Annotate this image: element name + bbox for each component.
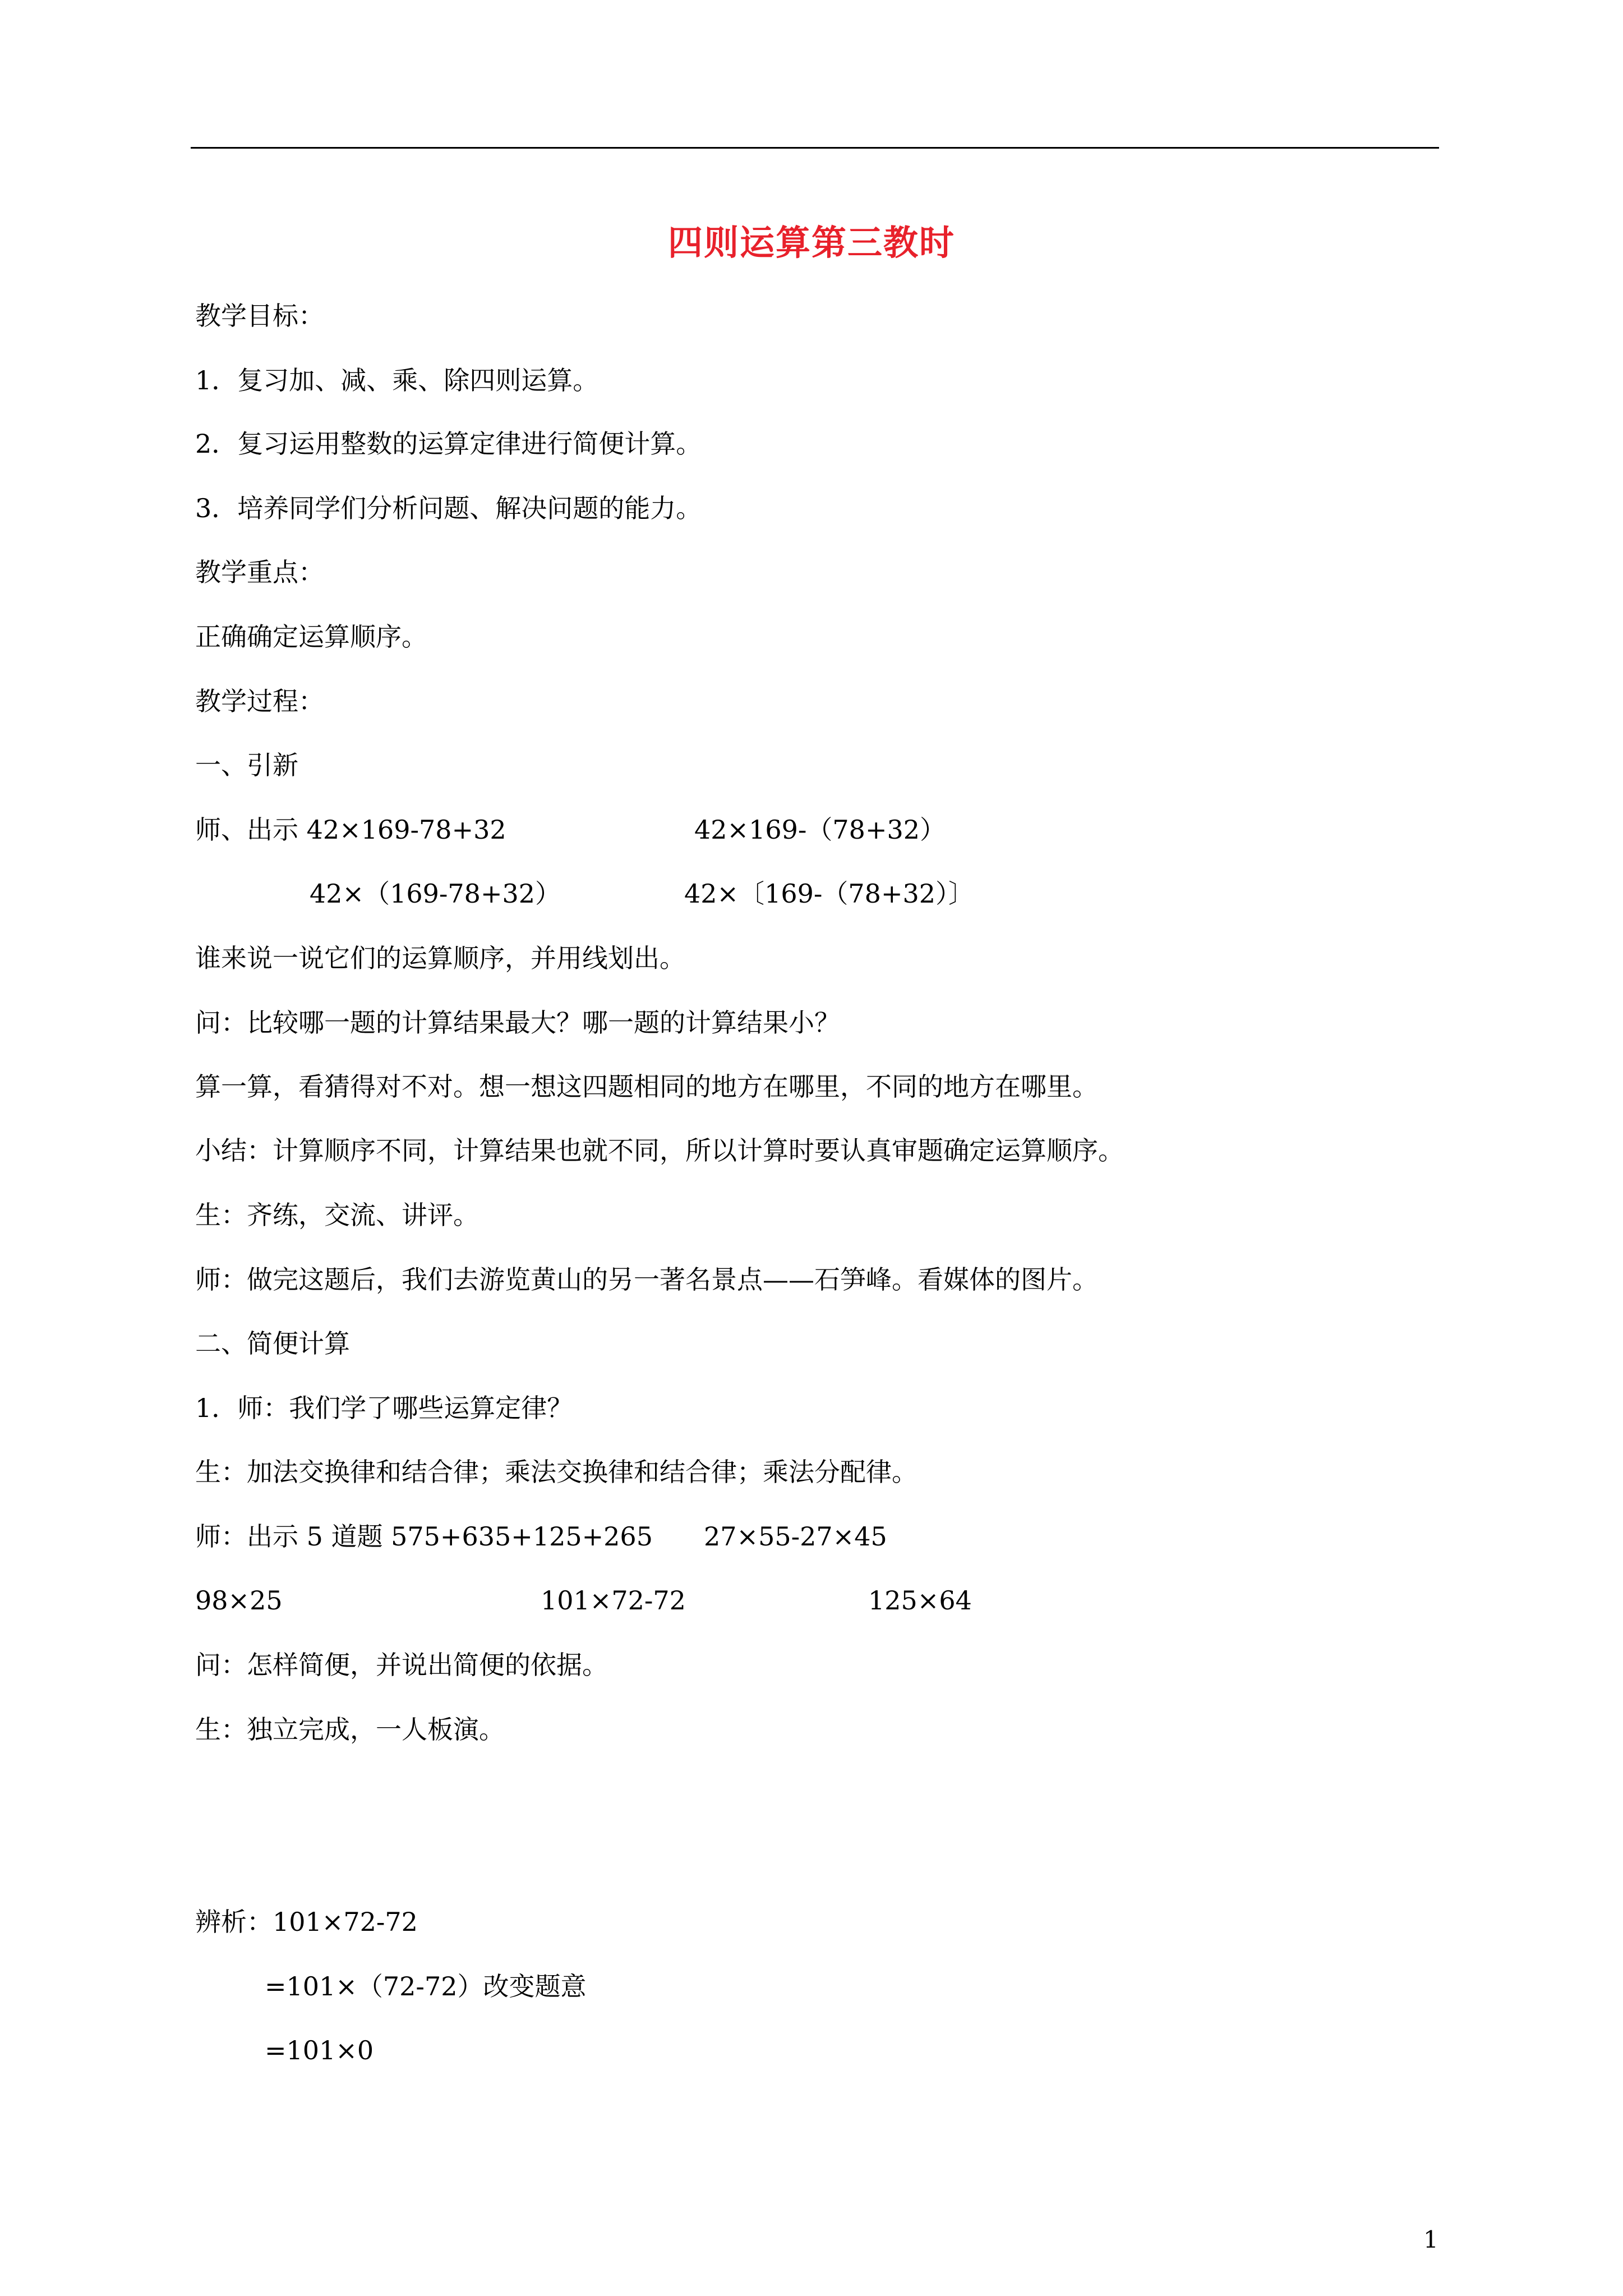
paragraph: 算一算，看猜得对不对。想一想这四题相同的地方在哪里，不同的地方在哪里。 — [195, 1071, 1098, 1102]
analysis-line-2: =101×（72-72）改变题意 — [265, 1971, 587, 2001]
paragraph: 师：做完这题后，我们去游览黄山的另一著名景点——石笋峰。看媒体的图片。 — [195, 1264, 1098, 1295]
paragraph: 1．师：我们学了哪些运算定律？ — [195, 1393, 573, 1423]
key-point-text: 正确确定运算顺序。 — [195, 622, 427, 652]
page-number: 1 — [1423, 2226, 1438, 2253]
key-point-heading: 教学重点： — [195, 557, 324, 587]
goal-item-3: 3．培养同学们分析问题、解决问题的能力。 — [195, 493, 702, 523]
header-rule — [191, 147, 1439, 149]
expression-4: 42×〔169-（78+32）〕 — [684, 878, 975, 909]
paragraph: 生：加法交换律和结合律；乘法交换律和结合律；乘法分配律。 — [195, 1457, 917, 1487]
teaching-goals-heading: 教学目标： — [195, 301, 324, 331]
section-1-heading: 一、引新 — [195, 750, 298, 780]
document-title: 四则运算第三教时 — [667, 222, 955, 263]
problem-4: 101×72-72 — [541, 1585, 686, 1616]
expression-3: 42×（169-78+32） — [310, 878, 561, 909]
problem-5: 125×64 — [868, 1585, 972, 1616]
process-heading: 教学过程： — [195, 686, 324, 716]
section-2-heading: 二、简便计算 — [195, 1328, 350, 1359]
problem-2: 27×55-27×45 — [704, 1521, 887, 1552]
goal-item-2: 2．复习运用整数的运算定律进行简便计算。 — [195, 429, 702, 459]
analysis-line-3: =101×0 — [265, 2035, 374, 2065]
paragraph: 谁来说一说它们的运算顺序，并用线划出。 — [195, 943, 685, 973]
paragraph: 小结：计算顺序不同，计算结果也就不同，所以计算时要认真审题确定运算顺序。 — [195, 1135, 1124, 1166]
expression-1: 师、出示 42×169-78+32 — [195, 815, 506, 845]
goal-item-1: 1．复习加、减、乘、除四则运算。 — [195, 365, 599, 395]
expression-2: 42×169-（78+32） — [694, 815, 946, 845]
paragraph: 问：比较哪一题的计算结果最大？哪一题的计算结果小？ — [195, 1007, 840, 1038]
paragraph: 问：怎样简便，并说出简便的依据。 — [195, 1650, 608, 1680]
problem-3: 98×25 — [195, 1585, 283, 1616]
paragraph: 生：齐练，交流、讲评。 — [195, 1200, 479, 1230]
analysis-line-1: 辨析：101×72-72 — [195, 1907, 418, 1937]
paragraph: 生：独立完成，一人板演。 — [195, 1714, 505, 1745]
problem-set-line: 师：出示 5 道题 575+635+125+265 — [195, 1521, 653, 1552]
